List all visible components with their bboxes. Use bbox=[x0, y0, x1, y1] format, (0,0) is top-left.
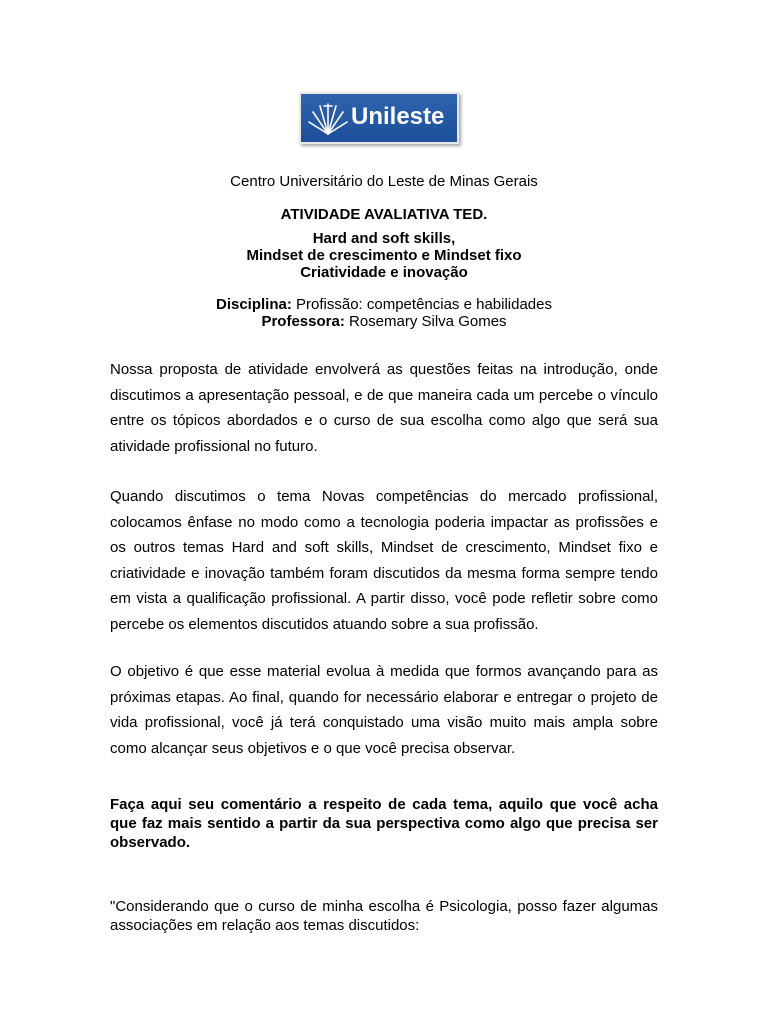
discipline-label: Disciplina: bbox=[215, 296, 292, 313]
discipline-line bbox=[0, 296, 768, 314]
instruction-text: Faça aqui seu comentário a respeito de cada tema, aquilo que você acha que faz mais sentido a partir da sua perspectiva como algo que precisa ser observado. bbox=[110, 796, 658, 851]
body-paragraph bbox=[110, 484, 658, 637]
body-paragraph bbox=[110, 659, 658, 761]
discipline-value: Profissão: competências e habilidades bbox=[291, 296, 552, 313]
paragraph-text: Nossa proposta de atividade envolverá as questões feitas na introdução, onde discutimos a apresentação pessoal, e de que maneira cada um percebe o vínculo entre os tópicos abordados e o curso de sua escolha como algo que será sua atividade profissional no futuro. bbox=[110, 361, 658, 455]
cathedral-rays-icon bbox=[307, 98, 349, 138]
teacher-label: Professora: bbox=[261, 313, 345, 330]
paragraph-text: Quando discutimos o tema Novas competências do mercado profissional, colocamos ênfase no modo como a tecnologia poderia impactar as profissões e os outros temas Hard and soft skills, Mindset de crescimento, Mindset fixo e criatividade e inovação também foram discutidos da mesma forma sempre tendo em vista a qualificação profissional. A partir disso, você pode refletir sobre como percebe os elementos discutidos atuando sobre a sua profissão. bbox=[110, 488, 658, 633]
answer-text: "Considerando que o curso de minha escolha é Psicologia, posso fazer algumas associações em relação aos temas discutidos: bbox=[110, 898, 658, 934]
body-paragraph bbox=[110, 357, 658, 459]
unileste-logo bbox=[299, 92, 459, 144]
paragraph-text: O objetivo é que esse material evolua à medida que formos avançando para as próximas etapas. Ao final, quando for necessário elaborar e entregar o projeto de vida profissional, você já terá conquistado uma visão muito mais ampla sobre como alcançar seus objetivos e o que você precisa observar. bbox=[110, 663, 658, 757]
activity-title: ATIVIDADE AVALIATIVA TED. bbox=[280, 206, 488, 223]
answer-paragraph bbox=[110, 897, 658, 935]
logo-text: Unileste bbox=[351, 103, 445, 130]
institution-name: Centro Universitário do Leste de Minas Gerais bbox=[230, 173, 538, 190]
topic-line: Mindset de crescimento e Mindset fixo bbox=[246, 247, 522, 264]
topic-line: Criatividade e inovação bbox=[300, 264, 468, 281]
teacher-line bbox=[0, 313, 768, 331]
instruction-paragraph bbox=[110, 795, 658, 852]
teacher-value: Rosemary Silva Gomes bbox=[344, 313, 507, 330]
topic-line: Hard and soft skills, bbox=[312, 230, 456, 247]
